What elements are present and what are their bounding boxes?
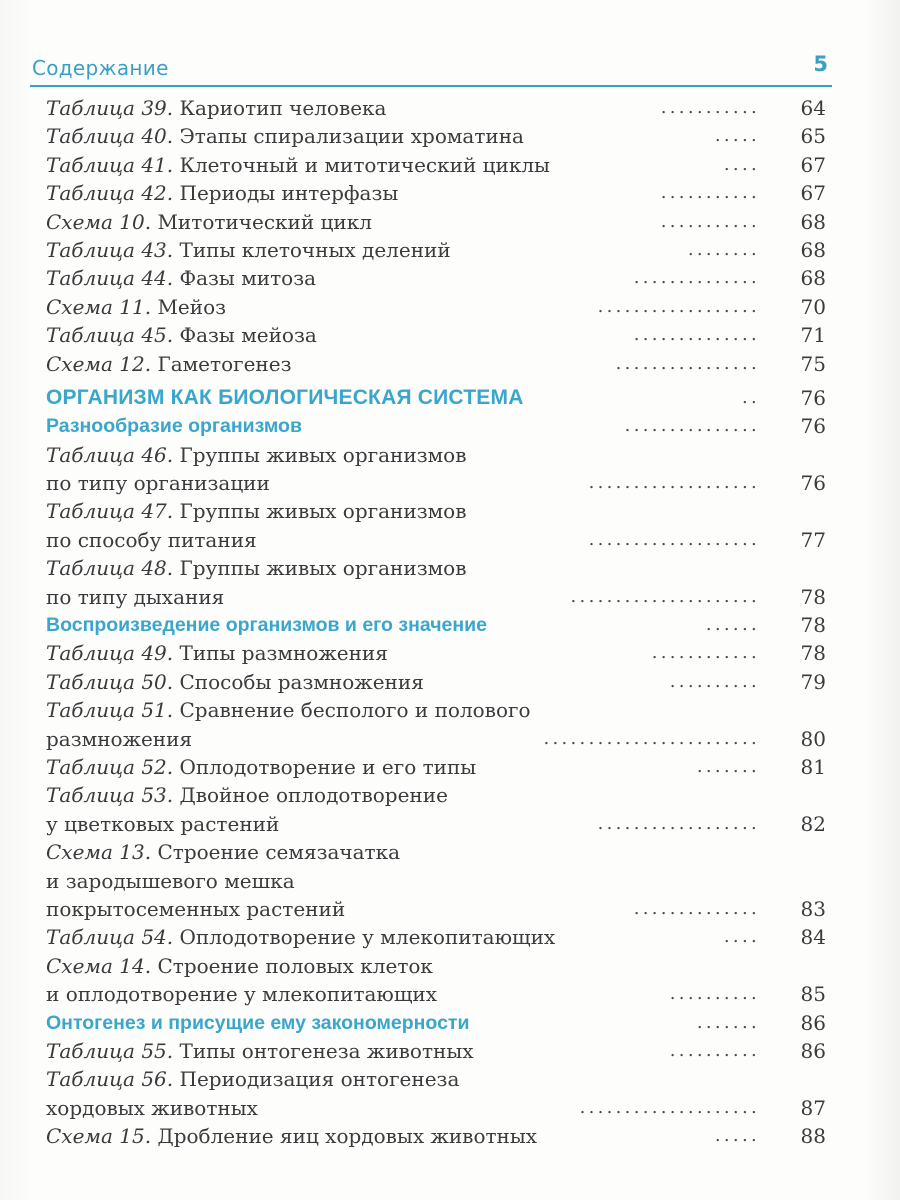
- toc-section-heading[interactable]: [34, 1009, 832, 1037]
- toc-item-title: Фазы митоза: [179, 266, 317, 291]
- toc-item-title: по типу дыхания: [46, 584, 225, 609]
- toc-label: [46, 611, 487, 639]
- toc-item-kind: Таблица 56.: [46, 1067, 174, 1092]
- toc-item-title: Митотический цикл: [157, 209, 372, 234]
- toc-entry[interactable]: [34, 94, 832, 122]
- toc-page-number: 64: [800, 96, 826, 120]
- toc-item-title: Периоды интерфазы: [179, 181, 399, 206]
- toc-item-kind: Таблица 45.: [46, 323, 174, 348]
- toc-label: [46, 753, 476, 781]
- toc-item-kind: Схема 14.: [46, 953, 152, 978]
- toc-label: [46, 179, 398, 207]
- toc-entry[interactable]: [34, 554, 832, 582]
- toc-entry[interactable]: [34, 781, 832, 809]
- toc-page-number: 68: [800, 266, 826, 291]
- toc-item-title: Онтогенез и присущие ему закономерности: [46, 1011, 470, 1034]
- dot-leader: ...........: [660, 210, 760, 232]
- toc-item-kind: Таблица 52.: [46, 754, 174, 779]
- toc-item-title: Воспроизведение организмов и его значение: [46, 614, 487, 637]
- toc-item-title: Этапы спирализации хроматина: [179, 124, 524, 149]
- toc-entry-continuation[interactable]: [34, 895, 832, 923]
- dot-leader: ...................: [588, 528, 760, 550]
- toc-label: [46, 554, 466, 582]
- toc-entry-continuation[interactable]: [34, 583, 832, 611]
- toc-item-kind: Таблица 47.: [46, 499, 174, 524]
- toc-item-title: хордовых животных: [46, 1095, 258, 1120]
- dot-leader: .....: [714, 125, 760, 147]
- dot-leader: ...........: [660, 182, 760, 204]
- page-number: 5: [813, 52, 828, 76]
- toc-label: [46, 122, 524, 150]
- toc-entry[interactable]: [34, 668, 832, 696]
- toc-label: [46, 1037, 474, 1065]
- toc-item-title: Дробление яиц хордовых животных: [157, 1124, 538, 1149]
- toc-item-kind: Таблица 41.: [46, 152, 174, 177]
- toc-item-title: размножения: [46, 726, 193, 751]
- toc-item-kind: Схема 15.: [46, 1124, 152, 1149]
- toc-entry[interactable]: [34, 1122, 832, 1150]
- toc-page-number: 76: [800, 414, 826, 439]
- toc-page-number: 67: [800, 152, 826, 177]
- toc-label: [46, 293, 226, 321]
- toc-page-number: 87: [800, 1095, 826, 1120]
- toc-page-number: 65: [800, 124, 826, 149]
- toc-entry-continuation[interactable]: [34, 1094, 832, 1122]
- table-of-contents: [34, 94, 832, 1150]
- toc-page-number: 84: [800, 925, 826, 950]
- toc-entry[interactable]: [34, 838, 832, 866]
- toc-page-number: 68: [800, 209, 826, 234]
- dot-leader: ..............: [633, 324, 760, 346]
- dot-leader: .....: [714, 1125, 760, 1147]
- toc-page-number: 79: [800, 669, 826, 694]
- toc-page-number: 78: [800, 613, 826, 638]
- dot-leader: ...............: [624, 415, 760, 437]
- dot-leader: ........: [687, 238, 760, 260]
- toc-entry[interactable]: [34, 321, 832, 349]
- toc-item-kind: Таблица 40.: [46, 124, 174, 149]
- dot-leader: ................: [615, 352, 760, 374]
- toc-entry[interactable]: [34, 753, 832, 781]
- toc-label: [46, 526, 257, 554]
- toc-item-kind: Таблица 49.: [46, 641, 174, 666]
- toc-item-kind: Таблица 43.: [46, 237, 174, 262]
- toc-label: [46, 1094, 258, 1122]
- toc-label: [46, 923, 555, 951]
- dot-leader: ...................: [588, 472, 760, 494]
- toc-page-number: 80: [800, 726, 826, 751]
- toc-item-title: Группы живых организмов: [179, 499, 467, 524]
- toc-item-title: Мейоз: [157, 294, 227, 319]
- toc-page-number: 85: [800, 982, 826, 1007]
- toc-label: [46, 725, 192, 753]
- toc-page-number: 78: [800, 641, 826, 666]
- dot-leader: .......: [696, 755, 760, 777]
- toc-item-kind: Таблица 39.: [46, 96, 174, 120]
- toc-item-title: Типы онтогенеза животных: [179, 1038, 474, 1063]
- toc-entry[interactable]: [34, 208, 832, 236]
- toc-entry[interactable]: [34, 923, 832, 951]
- header-title: Содержание: [32, 56, 169, 80]
- toc-entry-continuation[interactable]: [34, 810, 832, 838]
- toc-item-title: Фазы мейоза: [179, 323, 317, 348]
- toc-label: [46, 1122, 537, 1150]
- dot-leader: ..........: [669, 1039, 760, 1061]
- toc-page-number: 75: [800, 351, 826, 376]
- dot-leader: ..................: [597, 295, 760, 317]
- toc-page-number: 78: [800, 584, 826, 609]
- toc-item-kind: Таблица 48.: [46, 556, 174, 581]
- toc-label: [46, 781, 448, 809]
- toc-page-number: 81: [800, 754, 826, 779]
- toc-item-title: Типы клеточных делений: [179, 237, 451, 262]
- toc-page-number: 82: [800, 811, 826, 836]
- toc-entry[interactable]: [34, 236, 832, 264]
- toc-label: [46, 497, 466, 525]
- toc-label: [46, 696, 531, 724]
- dot-leader: ....: [723, 153, 760, 175]
- toc-item-kind: Таблица 42.: [46, 181, 174, 206]
- toc-item-title: Группы живых организмов: [179, 442, 467, 467]
- toc-entry-continuation[interactable]: [34, 469, 832, 497]
- dot-leader: ..: [741, 386, 760, 408]
- dot-leader: ....: [723, 926, 760, 948]
- toc-entry-continuation[interactable]: [34, 725, 832, 753]
- toc-item-kind: Схема 11.: [46, 294, 152, 319]
- toc-page-number: 86: [800, 1010, 826, 1035]
- toc-entry[interactable]: [34, 264, 832, 292]
- toc-label: [46, 264, 316, 292]
- toc-part-heading[interactable]: [34, 384, 832, 412]
- toc-page-number: 76: [800, 385, 826, 410]
- toc-entry[interactable]: [34, 1037, 832, 1065]
- toc-item-title: Оплодотворение у млекопитающих: [179, 925, 556, 950]
- toc-section-heading[interactable]: [34, 412, 832, 440]
- toc-page-number: 70: [800, 294, 826, 319]
- toc-entry[interactable]: [34, 122, 832, 150]
- toc-item-kind: Таблица 54.: [46, 925, 174, 950]
- toc-entry[interactable]: [34, 179, 832, 207]
- toc-item-kind: Схема 10.: [46, 209, 152, 234]
- toc-label: [46, 321, 317, 349]
- toc-item-title: Кариотип человека: [179, 96, 387, 120]
- toc-item-title: и оплодотворение у млекопитающих: [46, 982, 438, 1007]
- toc-item-kind: Таблица 55.: [46, 1038, 174, 1063]
- toc-page-number: 76: [800, 471, 826, 496]
- header-rule: [30, 85, 832, 87]
- toc-label: [46, 1065, 459, 1093]
- toc-item-title: Типы размножения: [179, 641, 388, 666]
- dot-leader: ....................: [579, 1096, 760, 1118]
- toc-entry[interactable]: [34, 151, 832, 179]
- toc-label: [46, 980, 437, 1008]
- toc-item-title: по способу питания: [46, 527, 257, 552]
- toc-label: [46, 895, 345, 923]
- toc-entry[interactable]: [34, 293, 832, 321]
- toc-page-number: 88: [800, 1124, 826, 1149]
- toc-item-kind: Таблица 50.: [46, 669, 174, 694]
- toc-entry-continuation[interactable]: [34, 867, 832, 895]
- toc-item-kind: Таблица 46.: [46, 442, 174, 467]
- toc-entry[interactable]: [34, 696, 832, 724]
- toc-item-title: Гаметогенез: [157, 351, 292, 376]
- dot-leader: ...........: [660, 97, 760, 118]
- toc-item-kind: Таблица 44.: [46, 266, 174, 291]
- running-header: [30, 52, 832, 88]
- dot-leader: ..............: [633, 267, 760, 289]
- toc-entry[interactable]: [34, 952, 832, 980]
- toc-item-title: Периодизация онтогенеза: [179, 1067, 460, 1092]
- toc-item-title: Строение половых клеток: [157, 953, 433, 978]
- toc-label: [46, 583, 224, 611]
- dot-leader: ......: [705, 614, 760, 636]
- toc-label: [46, 469, 270, 497]
- toc-label: [46, 441, 466, 469]
- toc-label: [46, 384, 524, 412]
- dot-leader: ..........: [669, 983, 760, 1005]
- toc-item-title: покрытосеменных растений: [46, 896, 346, 921]
- toc-label: [46, 412, 302, 440]
- toc-entry-continuation[interactable]: [34, 980, 832, 1008]
- toc-label: [46, 1009, 469, 1037]
- toc-entry[interactable]: [34, 350, 832, 378]
- toc-item-title: Строение семязачатка: [157, 840, 401, 865]
- toc-entry[interactable]: [34, 497, 832, 525]
- toc-entry-continuation[interactable]: [34, 526, 832, 554]
- toc-item-title: у цветковых растений: [46, 811, 280, 836]
- toc-item-title: Оплодотворение и его типы: [179, 754, 477, 779]
- toc-label: [46, 810, 279, 838]
- toc-label: [46, 639, 388, 667]
- toc-item-kind: Схема 13.: [46, 840, 152, 865]
- toc-page-number: 77: [800, 527, 826, 552]
- toc-item-title: и зародышевого мешка: [46, 868, 295, 893]
- toc-label: [46, 151, 550, 179]
- toc-entry[interactable]: [34, 1065, 832, 1093]
- dot-leader: ..........: [669, 670, 760, 692]
- toc-page-number: 68: [800, 237, 826, 262]
- toc-label: [46, 952, 433, 980]
- toc-item-kind: Таблица 53.: [46, 783, 174, 808]
- toc-entry[interactable]: [34, 441, 832, 469]
- toc-label: [46, 838, 400, 866]
- dot-leader: ..............: [633, 897, 760, 919]
- toc-label: [46, 668, 424, 696]
- dot-leader: ............: [651, 642, 760, 664]
- toc-page-number: 71: [800, 323, 826, 348]
- toc-label: [46, 236, 451, 264]
- toc-section-heading[interactable]: [34, 611, 832, 639]
- toc-item-title: по типу организации: [46, 471, 270, 496]
- toc-item-title: Способы размножения: [179, 669, 424, 694]
- toc-item-kind: Схема 12.: [46, 351, 152, 376]
- toc-label: [46, 94, 386, 122]
- toc-label: [46, 867, 295, 895]
- toc-item-title: ОРГАНИЗМ КАК БИОЛОГИЧЕСКАЯ СИСТЕМА: [46, 385, 524, 409]
- toc-item-kind: Таблица 51.: [46, 698, 174, 723]
- toc-item-title: Клеточный и митотический циклы: [179, 152, 550, 177]
- toc-label: [46, 208, 372, 236]
- toc-item-title: Разнообразие организмов: [46, 415, 302, 438]
- toc-item-title: Сравнение бесполого и полового: [179, 698, 531, 723]
- toc-item-title: Двойное оплодотворение: [179, 783, 448, 808]
- toc-entry[interactable]: [34, 639, 832, 667]
- dot-leader: .......: [696, 1011, 760, 1033]
- toc-label: [46, 350, 292, 378]
- dot-leader: .....................: [570, 585, 760, 607]
- dot-leader: ..................: [597, 812, 760, 834]
- dot-leader: ........................: [543, 727, 760, 749]
- toc-item-title: Группы живых организмов: [179, 556, 467, 581]
- toc-page-number: 67: [800, 181, 826, 206]
- toc-page-number: 86: [800, 1038, 826, 1063]
- toc-page-number: 83: [800, 896, 826, 921]
